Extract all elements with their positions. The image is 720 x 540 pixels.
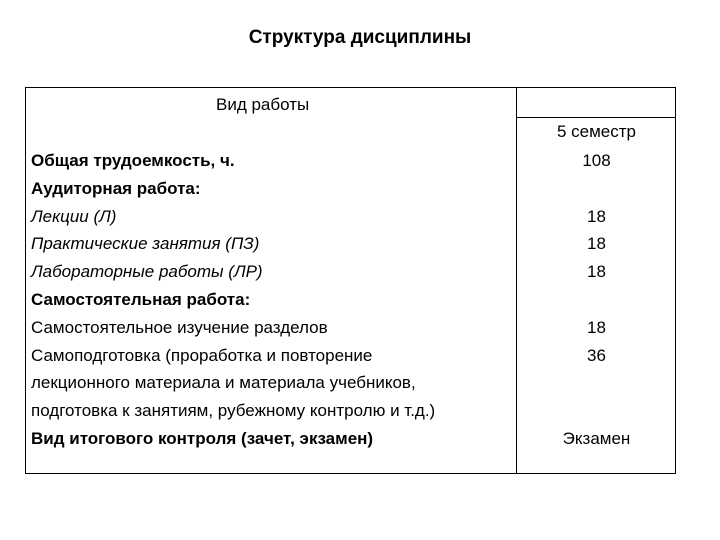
row-label: Общая трудоемкость, ч. (31, 151, 235, 170)
row-label: Практические занятия (ПЗ) (31, 234, 260, 254)
table-row (31, 203, 606, 231)
table-row (31, 230, 606, 258)
row-label: Самостоятельное изучение разделов (31, 317, 328, 337)
table-row (31, 258, 606, 286)
row-label: Самостоятельная работа: (31, 289, 251, 309)
row-value: 18 (587, 206, 606, 226)
table-row (31, 425, 631, 453)
table-row (31, 397, 435, 425)
header-divider (516, 117, 676, 118)
row-value: 18 (587, 317, 606, 337)
row-value: 18 (587, 234, 606, 254)
table-rows (31, 147, 631, 453)
row-value: Экзамен (562, 428, 631, 448)
table-row (31, 342, 606, 370)
table-row (31, 286, 435, 314)
row-value: 36 (587, 345, 606, 365)
row-label: Вид итогового контроля (зачет, экзамен) (31, 428, 374, 448)
row-label: Самоподготовка (проработка и повторение (31, 345, 373, 365)
row-value: 18 (587, 262, 606, 282)
row-label: Лабораторные работы (ЛР) (31, 262, 263, 282)
page-title: Структура дисциплины (248, 27, 472, 48)
row-label: лекционного материала и материала учебников, (31, 373, 416, 393)
row-value: 108 (582, 151, 611, 170)
table-row (31, 147, 611, 175)
row-label: подготовка к занятиям, рубежному контролю и т.д.) (31, 401, 436, 421)
table-row (31, 369, 435, 397)
table-row (31, 314, 606, 342)
row-label: Аудиторная работа: (31, 178, 201, 198)
header-semester: 5 семестр (556, 122, 636, 141)
row-label: Лекции (Л) (31, 206, 117, 226)
header-work-type: Вид работы (216, 95, 310, 114)
table-row (31, 175, 435, 203)
